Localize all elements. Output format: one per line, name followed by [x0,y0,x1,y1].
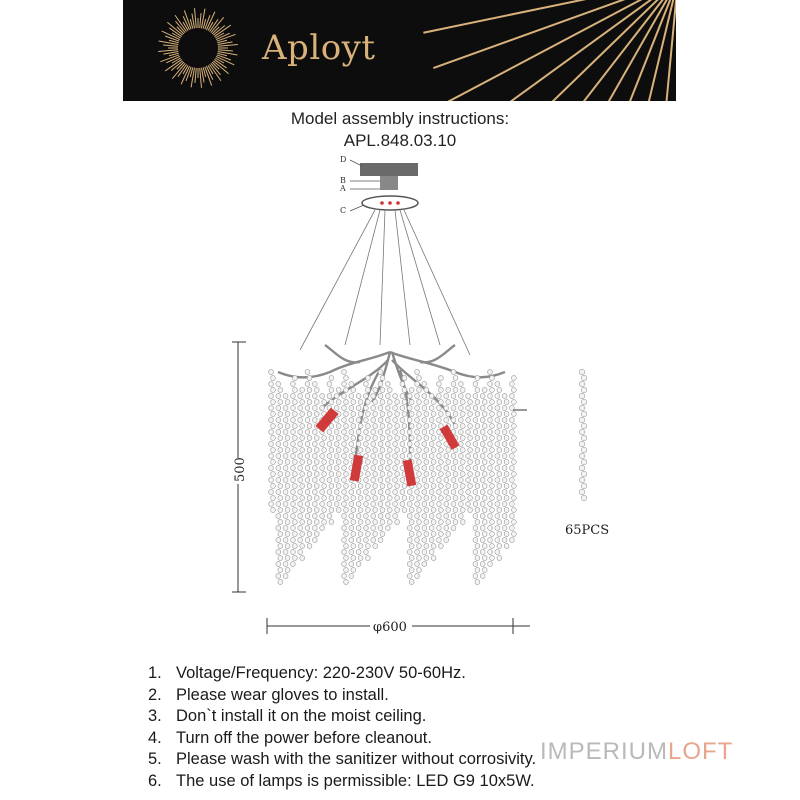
instruction-item: 6. The use of lamps is permissible: LED G9 10x5W. [148,771,535,790]
instruction-item: 2. Please wear gloves to install. [148,685,389,704]
part-label-d: D [340,155,347,164]
brand-banner [123,0,676,101]
instruction-item: 1. Voltage/Frequency: 220-230V 50-60Hz. [148,664,466,682]
instruction-item: 3. Don`t install it on the moist ceiling. [148,707,427,725]
instruction-item: 4. Turn off the power before cleanout. [148,728,432,747]
brand-logo: Aployt [262,28,376,68]
crystal-strands [269,369,517,584]
ceiling-canopy [360,163,418,176]
sunburst-decoration [123,0,676,101]
chandelier-drawing [0,150,800,650]
canopy-stem [380,176,398,190]
part-label-a: A [340,184,346,193]
watermark: IMPERIUMLOFT [540,738,734,765]
part-label-b: B [340,176,346,185]
part-label-c: C [340,206,347,215]
model-number: APL.848.03.10 [343,131,457,150]
instructions-list [148,663,536,792]
instruction-item: 5. Please wash with the sanitizer without corrosivity. [148,750,537,768]
single-pendant-detail [579,369,587,500]
diameter-value: φ600 [373,620,407,635]
title-text: Model assembly instructions: [290,109,510,128]
suspension-cables [300,210,470,355]
height-value: 500 [233,457,248,482]
document-title [0,108,800,152]
pendant-count: 65PCS [565,523,610,538]
